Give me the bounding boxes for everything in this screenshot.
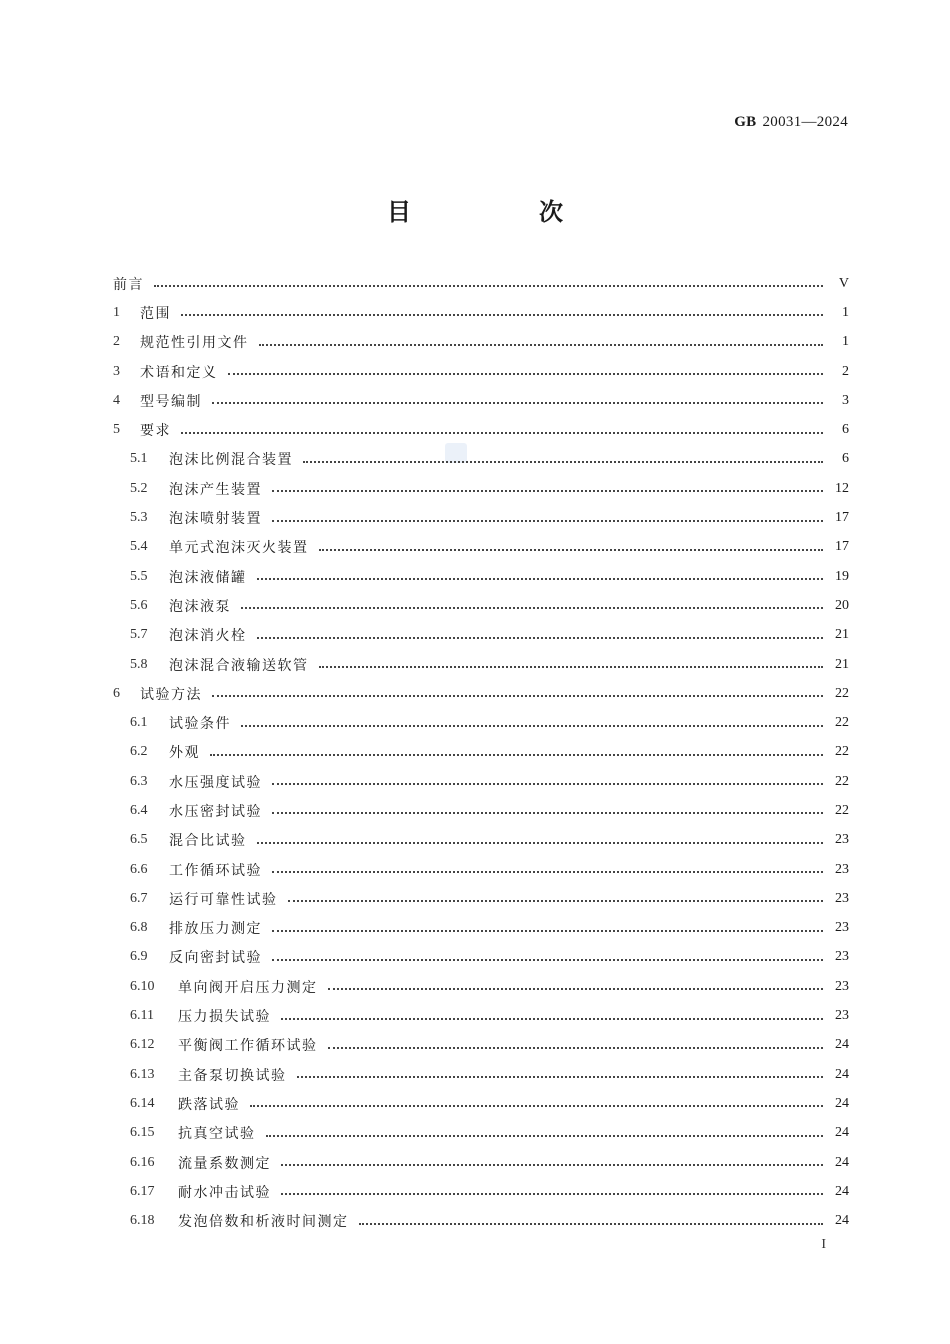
dot-leader [319, 548, 824, 551]
toc-entry-label: 单向阀开启压力测定 [178, 979, 318, 996]
toc-entry-number: 5.7 [130, 627, 148, 643]
toc-entry[interactable] [113, 562, 849, 591]
toc-entry-number: 6.5 [130, 832, 148, 848]
toc-entry[interactable] [113, 1001, 849, 1030]
dot-leader [266, 1134, 824, 1137]
toc-entry[interactable] [113, 386, 849, 415]
toc-entry-label: 试验条件 [169, 716, 231, 733]
toc-entry-label: 发泡倍数和析液时间测定 [178, 1214, 349, 1231]
toc-entry-label: 前言 [113, 276, 144, 293]
toc-entry-number: 6.7 [130, 890, 148, 906]
toc-entry[interactable] [113, 298, 849, 327]
toc-entry-page: 22 [835, 802, 849, 818]
dot-leader [281, 1192, 823, 1195]
toc-entry-page: 20 [835, 597, 849, 613]
toc-entry-number: 6.10 [130, 978, 155, 994]
toc-entry-label: 抗真空试验 [178, 1126, 256, 1143]
toc-entry[interactable] [113, 445, 849, 474]
toc-entry-number: 6.18 [130, 1213, 155, 1229]
toc-entry-page: 6 [842, 451, 849, 467]
toc-entry-page: 17 [835, 539, 849, 555]
toc-entry-number: 6.17 [130, 1183, 155, 1199]
toc-entry[interactable] [113, 1031, 849, 1060]
dot-leader [154, 284, 823, 287]
toc-entry-page: 21 [835, 656, 849, 672]
toc-entry[interactable] [113, 503, 849, 532]
toc-entry-page: 23 [835, 890, 849, 906]
toc-entry[interactable] [113, 269, 849, 298]
toc-entry[interactable] [113, 533, 849, 562]
toc-entry-label: 泡沫液储罐 [169, 569, 247, 586]
toc-entry-page: 23 [835, 861, 849, 877]
dot-leader [181, 313, 823, 316]
toc-entry-label: 运行可靠性试验 [169, 891, 278, 908]
toc-entry-number: 6.11 [130, 1008, 154, 1024]
dot-leader [303, 460, 823, 463]
toc-entry-page: 2 [842, 363, 849, 379]
toc-entry-number: 6 [113, 685, 120, 701]
toc-entry[interactable] [113, 679, 849, 708]
toc-entry[interactable] [113, 796, 849, 825]
toc-entry[interactable] [113, 855, 849, 884]
toc-entry-label: 单元式泡沫灭火装置 [169, 540, 309, 557]
toc-entry-number: 6.2 [130, 744, 148, 760]
dot-leader [181, 431, 823, 434]
dot-leader [272, 929, 823, 932]
dot-leader [328, 1046, 824, 1049]
dot-leader [257, 841, 824, 844]
toc-entry-page: 24 [835, 1037, 849, 1053]
dot-leader [241, 606, 823, 609]
toc-entry-number: 3 [113, 363, 120, 379]
toc-entry-label: 规范性引用文件 [140, 335, 249, 352]
dot-leader [297, 1075, 824, 1078]
toc-entry-page: 22 [835, 773, 849, 789]
toc-entry[interactable] [113, 767, 849, 796]
standard-number: 20031—2024 [762, 114, 848, 130]
dot-leader [272, 811, 823, 814]
toc-entry[interactable] [113, 621, 849, 650]
toc-entry[interactable] [113, 650, 849, 679]
toc-entry-label: 型号编制 [140, 393, 202, 410]
toc-entry-label: 平衡阀工作循环试验 [178, 1038, 318, 1055]
toc-entry-label: 水压强度试验 [169, 774, 262, 791]
toc-entry[interactable] [113, 357, 849, 386]
toc-entry-page: 22 [835, 715, 849, 731]
toc-entry[interactable] [113, 826, 849, 855]
toc-entry-label: 工作循环试验 [169, 862, 262, 879]
dot-leader [212, 694, 823, 697]
toc-entry-number: 5.8 [130, 656, 148, 672]
dot-leader [257, 577, 824, 580]
toc-entry-page: 23 [835, 978, 849, 994]
dot-leader [281, 1017, 823, 1020]
page-title: 目 次 [387, 198, 615, 226]
standard-code [734, 114, 848, 131]
toc-entry-page: 21 [835, 627, 849, 643]
dot-leader [328, 987, 824, 990]
toc-entry-page: 19 [835, 568, 849, 584]
toc-entry-number: 5.2 [130, 480, 148, 496]
toc-entry[interactable] [113, 1089, 849, 1118]
toc-entry-label: 范围 [140, 305, 171, 322]
toc-entry-label: 泡沫液泵 [169, 598, 231, 615]
toc-entry-label: 泡沫消火栓 [169, 628, 247, 645]
toc-entry[interactable] [113, 1060, 849, 1089]
toc-entry[interactable] [113, 1207, 849, 1236]
page-number: I [821, 1237, 826, 1252]
toc-entry-number: 6.4 [130, 802, 148, 818]
dot-leader [272, 519, 823, 522]
toc-entry-number: 6.6 [130, 861, 148, 877]
toc-entry[interactable] [113, 972, 849, 1001]
toc-entry-number: 5.4 [130, 539, 148, 555]
toc-entry-number: 6.8 [130, 920, 148, 936]
toc-entry-number: 6.16 [130, 1154, 155, 1170]
toc-entry[interactable] [113, 474, 849, 503]
toc-entry-page: 24 [835, 1125, 849, 1141]
toc-entry-page: 24 [835, 1066, 849, 1082]
toc-entry-number: 6.13 [130, 1066, 155, 1082]
toc-entry-page: 23 [835, 920, 849, 936]
toc-entry[interactable] [113, 1119, 849, 1148]
toc-entry[interactable] [113, 415, 849, 444]
dot-leader [319, 665, 824, 668]
toc-entry[interactable] [113, 1177, 849, 1206]
dot-leader [250, 1104, 823, 1107]
toc-entry[interactable] [113, 328, 849, 357]
dot-leader [228, 372, 824, 375]
toc-entry-page: 23 [835, 949, 849, 965]
toc-entry-number: 6.12 [130, 1037, 155, 1053]
dot-leader [241, 724, 823, 727]
toc-entry-number: 6.1 [130, 715, 148, 731]
toc-entry-label: 泡沫喷射装置 [169, 511, 262, 528]
toc-entry-number: 5.1 [130, 451, 148, 467]
dot-leader [210, 753, 823, 756]
table-of-contents [113, 269, 849, 1236]
dot-leader [359, 1222, 824, 1225]
toc-entry[interactable] [113, 1148, 849, 1177]
toc-entry[interactable] [113, 884, 849, 913]
toc-entry-page: 17 [835, 510, 849, 526]
toc-entry-page: V [838, 275, 849, 291]
dot-leader [288, 899, 824, 902]
toc-entry-page: 1 [842, 304, 849, 320]
toc-entry-label: 泡沫比例混合装置 [169, 452, 293, 469]
dot-leader [212, 401, 823, 404]
toc-entry-label: 水压密封试验 [169, 803, 262, 820]
toc-entry-label: 混合比试验 [169, 833, 247, 850]
toc-entry-number: 5.3 [130, 510, 148, 526]
dot-leader [272, 870, 823, 873]
toc-entry[interactable] [113, 738, 849, 767]
toc-entry-number: 5.5 [130, 568, 148, 584]
toc-entry[interactable] [113, 914, 849, 943]
dot-leader [257, 636, 824, 639]
toc-entry-page: 24 [835, 1154, 849, 1170]
toc-entry-number: 5.6 [130, 597, 148, 613]
toc-entry[interactable] [113, 708, 849, 737]
toc-entry-page: 24 [835, 1213, 849, 1229]
toc-entry-number: 5 [113, 422, 120, 438]
toc-entry[interactable] [113, 943, 849, 972]
toc-entry-number: 1 [113, 304, 120, 320]
toc-entry-number: 6.3 [130, 773, 148, 789]
toc-entry-number: 2 [113, 334, 120, 350]
toc-entry-label: 耐水冲击试验 [178, 1184, 271, 1201]
toc-entry-label: 泡沫混合液输送软管 [169, 657, 309, 674]
toc-entry-page: 12 [835, 480, 849, 496]
toc-entry-label: 主备泵切换试验 [178, 1067, 287, 1084]
toc-entry-label: 流量系数测定 [178, 1155, 271, 1172]
toc-entry-label: 试验方法 [140, 686, 202, 703]
toc-entry-page: 6 [842, 422, 849, 438]
dot-leader [272, 782, 823, 785]
toc-entry-page: 22 [835, 685, 849, 701]
standard-prefix: GB [734, 114, 757, 130]
toc-entry-page: 23 [835, 1008, 849, 1024]
dot-leader [272, 489, 823, 492]
toc-entry-label: 压力损失试验 [178, 1009, 271, 1026]
toc-entry-number: 4 [113, 392, 120, 408]
toc-entry-page: 23 [835, 832, 849, 848]
toc-entry-number: 6.15 [130, 1125, 155, 1141]
dot-leader [259, 343, 824, 346]
toc-entry-label: 要求 [140, 423, 171, 440]
toc-entry-page: 22 [835, 744, 849, 760]
toc-entry[interactable] [113, 591, 849, 620]
toc-entry-number: 6.14 [130, 1095, 155, 1111]
toc-entry-label: 排放压力测定 [169, 921, 262, 938]
dot-leader [272, 958, 823, 961]
toc-entry-label: 外观 [169, 745, 200, 762]
toc-entry-page: 24 [835, 1095, 849, 1111]
toc-entry-label: 术语和定义 [140, 364, 218, 381]
toc-entry-page: 24 [835, 1183, 849, 1199]
toc-entry-page: 3 [842, 392, 849, 408]
toc-entry-label: 跌落试验 [178, 1096, 240, 1113]
dot-leader [281, 1163, 823, 1166]
toc-entry-number: 6.9 [130, 949, 148, 965]
toc-entry-label: 反向密封试验 [169, 950, 262, 967]
toc-entry-label: 泡沫产生装置 [169, 481, 262, 498]
toc-entry-page: 1 [842, 334, 849, 350]
